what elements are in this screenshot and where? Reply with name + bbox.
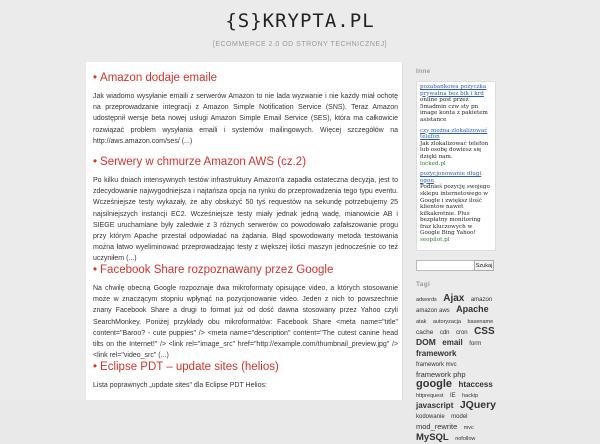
- bullet-icon: •: [93, 156, 98, 168]
- post: [93, 263, 398, 361]
- tag-link[interactable]: kodowanie: [416, 414, 445, 420]
- search-button[interactable]: Szukaj: [474, 260, 494, 271]
- post: [93, 71, 398, 147]
- tag-link[interactable]: framework: [416, 349, 457, 358]
- ad-item: [420, 84, 492, 124]
- tag-cloud: [416, 293, 498, 443]
- post-title-link[interactable]: Amazon dodaje emaile: [100, 72, 218, 84]
- post-excerpt: Na chwilę obecną Google rozpoznaje dwa mikroformaty opisujące video, a których stosowanie może w znaczącym stopniu wpłynąć na pozycjonowanie video. Jeden z nich to powszechnie znany Facebook Share a drugi to format już od dość dawna stosowany przez Yahoo czyli SearchMonkey. Poniżej przykłady obu mikroformatów: Facebook Share <meta name="title" content="Baroo? - cute puppies" /> <meta name="description" content="The cutest canine head tilts on the Internet!" /> <link rel="image_src" href="http://example.com/thumbnail_preview.jpg" /> <link rel="video_src" (...): [93, 285, 398, 360]
- tag-link[interactable]: mvc: [463, 425, 474, 431]
- tag-link[interactable]: email: [442, 338, 463, 347]
- post-title[interactable]: [93, 360, 398, 374]
- post-excerpt: Po kilku dniach intensywnych testów infrastruktury Amazon'a zapadła ostateczna decyzja, jest to zdecydowanie najwygodniejsza i najtańsza opcja na rynku do przeprowadzenia tego typu eventu. Wcześniejsze testy wykazały, że aby obsłużyć 50 tyś requestów na sekundę potrzebujemy 25 najsilniejszych instancji EC2. Wcześniejsze testy miały jednak jedną wadę, mianowicie AB i SIEGE uruchamiane były zaledwie z 3 różnych serwerów co powodowało zafałszowanie progu przy którym Apache przestał odpowiadać na żądania. Błąd spowodowany metoda testowania można łatwo wyeliminować przeprowadzając testy z większej ilości maszyn jednocześnie co też uczyniłem (...): [93, 177, 398, 263]
- tag-link[interactable]: model: [451, 414, 468, 420]
- tag-link[interactable]: cache: [416, 329, 434, 336]
- main-content: [86, 62, 403, 400]
- tag-link[interactable]: atak: [416, 319, 427, 325]
- tag-link[interactable]: cron: [455, 330, 468, 336]
- post-title[interactable]: [93, 263, 398, 277]
- post-title[interactable]: [93, 71, 398, 85]
- tag-link[interactable]: nofollow: [455, 436, 476, 442]
- bullet-icon: •: [93, 72, 98, 84]
- tag-link[interactable]: IE: [449, 393, 456, 399]
- tag-link[interactable]: cdn: [439, 330, 450, 336]
- ad-title[interactable]: pozycjonowanie długi ogon: [420, 171, 482, 184]
- tag-link[interactable]: mod_rewrite: [416, 422, 458, 431]
- sidebar: [411, 62, 600, 443]
- tag-link[interactable]: Ajax: [443, 293, 465, 304]
- ad-text: Podnieś pozycję swojego sklepu internetowego w Google i zwiększ ilość klientów nawet kilkakrotnie. Plus bezpłatny monitoring fraz kluczowych w Google Bing Yahoo!: [420, 184, 490, 237]
- ad-title[interactable]: pozabankowa pożyczka prywatna bez bik i krd: [420, 84, 487, 97]
- tag-link[interactable]: amazon: [470, 297, 493, 303]
- tag-link[interactable]: MySQL: [416, 432, 449, 443]
- ad-title[interactable]: czy można zlokalizować telefon: [420, 127, 488, 141]
- tag-link[interactable]: javascript: [416, 401, 454, 410]
- post-excerpt: Jak wiadomo wysyłanie emaili z serwerów Amazon to nie lada wyzwanie i nie każdy miał ochotę na przeprowadzanie integracji z Amazon Simple Notification Service (SNS). Teraz Amazon udostępnił wersje beta nowej usługi Amazon Simple Email Service (SES), która ma całkowicie rozwiązać problem wysyłania emaili i systemów mailingowych. Więcej szczegółów na http://aws.amazon.com/ses/ (...): [93, 93, 398, 145]
- tag-link[interactable]: httprequest: [416, 393, 444, 399]
- tag-link[interactable]: hackip: [462, 393, 479, 399]
- post-excerpt: Lista poprawnych „update sites" dla Eclipse PDT Helios:: [93, 382, 267, 389]
- tag-link[interactable]: htaccess: [458, 380, 493, 389]
- post-title-link[interactable]: Eclipse PDT – update sites (helios): [100, 361, 279, 373]
- ad-url[interactable]: seopilot.pl: [420, 237, 450, 244]
- post: [93, 360, 398, 391]
- search-input[interactable]: [416, 260, 482, 271]
- tag-link[interactable]: basename: [467, 319, 494, 325]
- sidebar-heading: Inne: [416, 68, 431, 75]
- tag-link[interactable]: DOM: [416, 337, 436, 347]
- tag-link[interactable]: framework php: [416, 370, 466, 379]
- ad-item: [420, 171, 492, 244]
- tag-link[interactable]: CSS: [474, 326, 495, 337]
- tag-link[interactable]: google: [416, 378, 453, 390]
- tag-link[interactable]: framework mvc: [416, 362, 457, 368]
- bullet-icon: •: [93, 361, 98, 373]
- site-header: [0, 0, 600, 62]
- tag-link[interactable]: Apache: [456, 304, 489, 314]
- ad-url[interactable]: locked.pl: [420, 160, 446, 167]
- tags-heading: Tagi: [416, 281, 431, 288]
- ad-text: online post przez 5madmin czw sty pn image konta z pakietem asistance: [420, 97, 488, 123]
- tag-link[interactable]: JQuery: [459, 399, 496, 411]
- bullet-icon: •: [93, 264, 98, 276]
- post-title-link[interactable]: Facebook Share rozpoznawany przez Google: [100, 264, 334, 276]
- site-title[interactable]: {S}KRYPTA.PL: [225, 10, 375, 32]
- tag-link[interactable]: amazon aws: [416, 308, 450, 314]
- tag-link[interactable]: adwords: [416, 297, 437, 303]
- post-title[interactable]: [93, 155, 398, 169]
- ad-item: [420, 128, 492, 168]
- ad-block: [416, 81, 496, 251]
- tag-link[interactable]: autoryzacja: [432, 319, 461, 325]
- post-title-link[interactable]: Serwery w chmurze Amazon AWS (cz.2): [100, 156, 307, 168]
- site-tagline: [ECOMMERCE 2.0 OD STRONY TECHNICZNEJ]: [212, 41, 388, 48]
- post: [93, 155, 398, 265]
- tag-link[interactable]: form: [469, 341, 482, 347]
- ad-text: Jak zlokalizować telefon lub osobę dowiesz się dzięki nam.: [420, 140, 489, 160]
